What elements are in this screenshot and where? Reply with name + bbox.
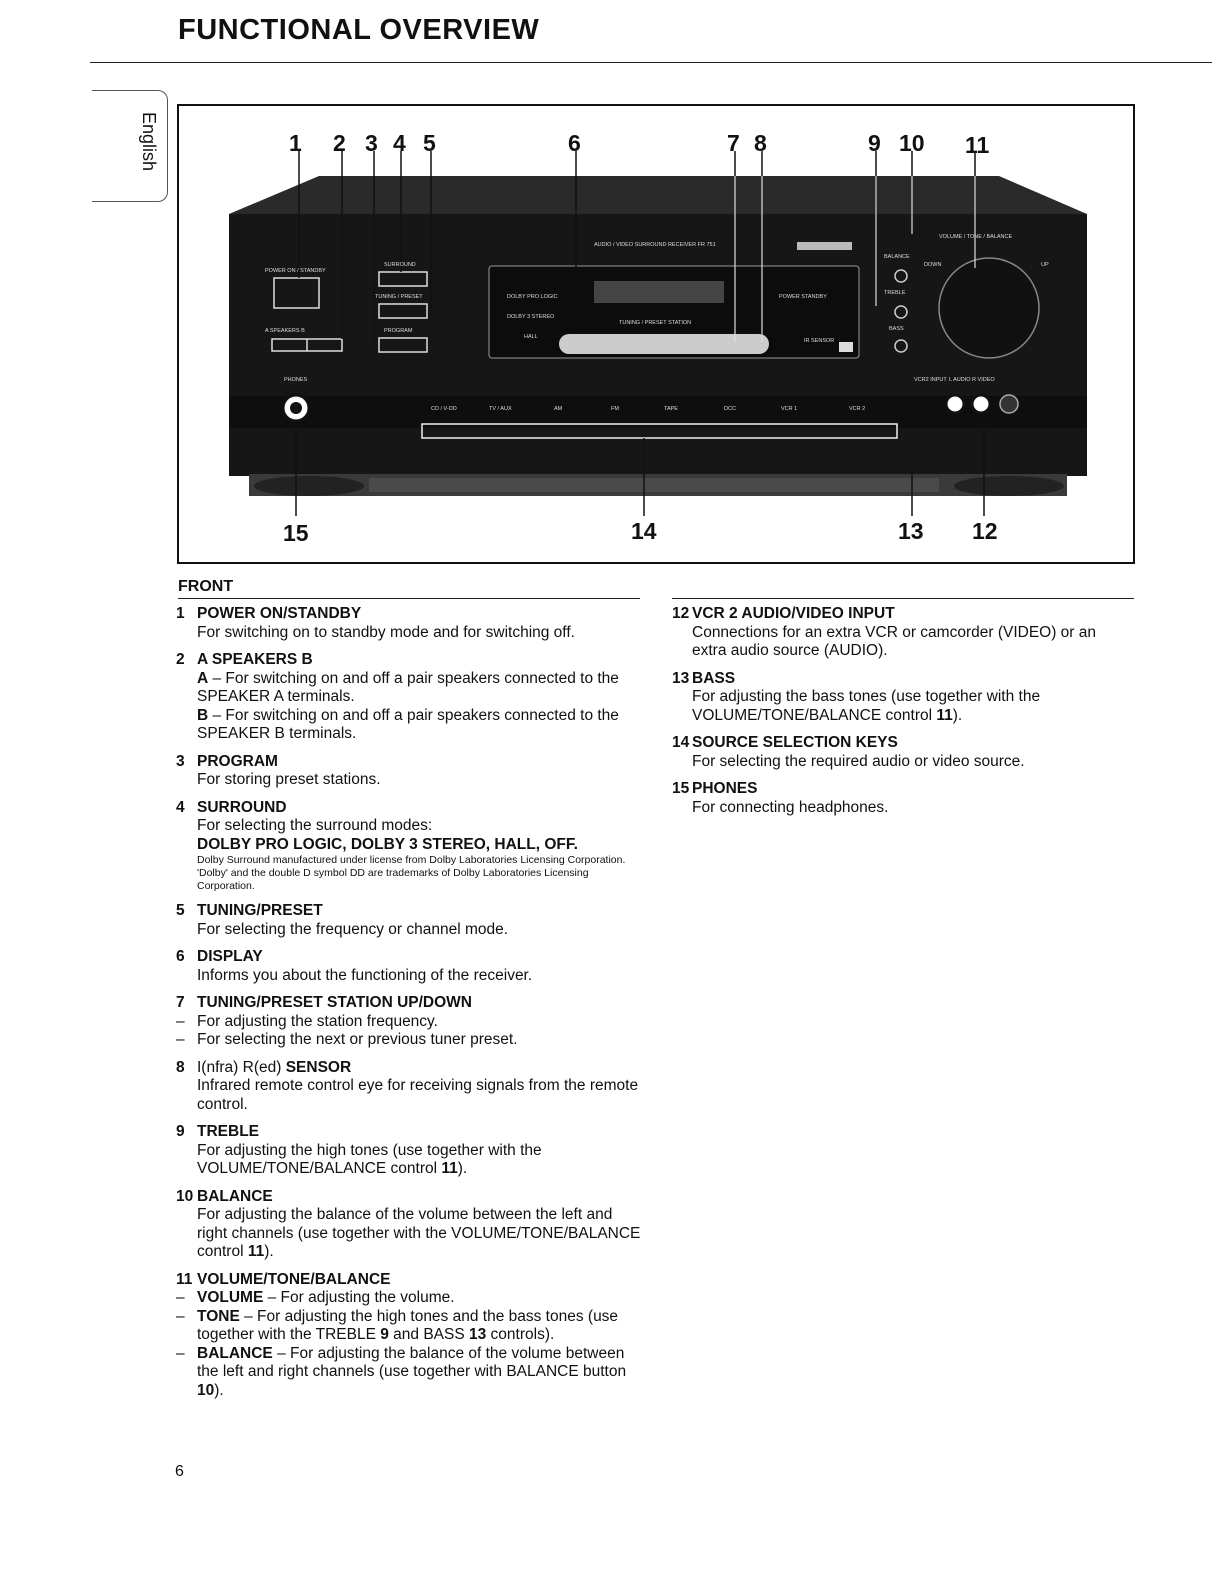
receiver-base-texture [369,478,939,492]
descriptions-right-column [672,605,1132,826]
callout-11: 11 [965,132,990,158]
source-key-tape: TAPE [664,406,678,412]
item-9 [176,1123,646,1179]
receiver-foot-right [954,476,1064,496]
label-surround: SURROUND [384,262,416,268]
label-ir-sensor: IR SENSOR [804,338,835,344]
item-number: 5 [176,902,185,919]
label-phones: PHONES [284,377,308,383]
label-vol-tone-bal: VOLUME / TONE / BALANCE [939,234,1013,240]
label-hall: HALL [524,334,538,340]
source-key-tv-aux: TV / AUX [489,406,512,412]
item-title: VCR 2 AUDIO/VIDEO INPUT [692,605,895,622]
item-text: For adjusting the bass tones (use together with the VOLUME/TONE/BALANCE control 11). [692,688,1041,724]
surround-modes: DOLBY PRO LOGIC, DOLBY 3 STEREO, HALL, OFF. [197,835,578,853]
item-title: SOURCE SELECTION KEYS [692,734,898,751]
source-key-dcc: DCC [724,406,736,412]
item-text: For selecting the surround modes: [197,817,433,834]
item-13 [672,670,1132,726]
callout-8: 8 [754,130,767,156]
item-title: SURROUND [197,798,287,816]
label-treble: TREBLE [884,290,906,296]
callout-7: 7 [727,130,740,156]
dash-line: – For adjusting the station frequency. [176,1012,438,1030]
callout-15: 15 [283,520,309,546]
item-5 [176,902,646,939]
receiver-top-surface [229,176,1087,214]
section-label-front: FRONT [178,578,234,595]
item-title: BALANCE [197,1187,273,1205]
item-number: 7 [176,994,185,1011]
page-title: FUNCTIONAL OVERVIEW [178,14,540,46]
page-number: 6 [175,1463,184,1480]
item-number: 10 [176,1187,194,1205]
item-text: Connections for an extra VCR or camcorder (VIDEO) or an extra audio source (AUDIO). [692,623,1097,659]
item-title: PROGRAM [197,752,278,770]
receiver-foot-left [254,476,364,496]
callout-5: 5 [423,130,436,156]
callout-14: 14 [631,518,657,544]
section-rule-right [672,598,1134,599]
item-text: For selecting the frequency or channel mode. [197,920,509,938]
receiver-front-figure [177,104,1135,564]
item-10 [176,1188,646,1262]
language-tab-label: English [139,112,159,172]
dash-line: – VOLUME – For adjusting the volume. [176,1289,455,1306]
label-tuning: TUNING / PRESET [375,294,423,300]
item-number: 11 [176,1270,193,1288]
vcr2-audio-r-jack [972,395,990,413]
callout-10: 10 [899,130,925,156]
item-text: For adjusting the high tones (use together with the VOLUME/TONE/BALANCE control 11). [197,1141,542,1177]
item-title: A SPEAKERS B [197,651,313,668]
item-number: 14 [672,734,690,751]
volume-tone-balance-knob [939,258,1039,358]
item-text: For switching on to standby mode and for switching off. [197,623,575,641]
callout-4: 4 [393,130,406,156]
item-title: TUNING/PRESET [197,902,323,919]
item-6 [176,948,646,985]
callout-2: 2 [333,130,346,156]
callout-3: 3 [365,130,378,156]
vcr2-audio-l-jack [946,395,964,413]
item-text: B – For switching on and off a pair speakers connected to the SPEAKER B terminals. [197,706,619,742]
source-key-am: AM [554,406,563,412]
item-15 [672,780,1132,817]
item-4 [176,799,646,894]
item-title: POWER ON/STANDBY [197,605,362,622]
section-rule-left [178,598,640,599]
item-text: A – For switching on and off a pair speakers connected to the SPEAKER A terminals. [197,669,619,705]
callout-1: 1 [289,130,302,156]
item-title: TREBLE [197,1123,259,1140]
source-key-cd: CD / V-DD [431,406,457,412]
display-segments [594,281,724,303]
label-program: PROGRAM [384,328,413,334]
item-number: 13 [672,669,690,687]
dash-line: – BALANCE – For adjusting the balance of the volume between the left and right channels (use together with BALANCE button 10). [176,1344,627,1399]
title-rule [90,62,1212,63]
item-3 [176,753,646,790]
dolby-notice: Dolby Surround manufactured under license from Dolby Laboratories Licensing Corporation. 'Dolby' and the double D symbol DD are trademarks of Dolby Laboratories Licensing Corporation. [197,854,626,892]
item-title: BASS [692,669,736,687]
label-balance: BALANCE [884,254,910,260]
label-dolby-pro: DOLBY PRO LOGIC [507,294,558,300]
dash-line: – For selecting the next or previous tuner preset. [176,1031,518,1048]
descriptions-left-column [176,605,646,1409]
item-number: 2 [176,651,185,668]
dolby-logo [797,242,852,250]
item-14 [672,734,1132,771]
ir-sensor [839,342,853,352]
label-up: UP [1041,262,1049,268]
receiver-illustration [179,106,1135,564]
item-text: Infrared remote control eye for receiving signals from the remote control. [197,1077,639,1113]
callout-6: 6 [568,130,581,156]
callout-9: 9 [868,130,881,156]
item-2 [176,651,646,744]
item-12 [672,605,1132,661]
item-number: 4 [176,798,185,816]
item-title: DISPLAY [197,948,263,965]
callout-13: 13 [898,518,924,544]
item-title: TUNING/PRESET STATION UP/DOWN [197,994,472,1011]
label-power: POWER ON / STANDBY [265,268,326,274]
source-key-fm: FM [611,406,619,412]
label-tuning-station: TUNING / PRESET STATION [619,320,692,326]
item-text: Informs you about the functioning of the receiver. [197,966,533,984]
item-8 [176,1059,646,1115]
callout-12: 12 [972,518,998,544]
item-text: For adjusting the balance of the volume between the left and right channels (use together with the VOLUME/TONE/BALANCE control 11). [197,1206,641,1260]
item-number: 15 [672,780,690,797]
item-number: 3 [176,752,185,770]
item-number: 6 [176,948,185,965]
item-text: For selecting the required audio or video source. [692,752,1025,770]
source-key-vcr2: VCR 2 [849,406,866,412]
item-11 [176,1271,646,1401]
tuning-station-buttons [559,334,769,354]
item-title: PHONES [692,780,758,797]
dash-line: – TONE – For adjusting the high tones and the bass tones (use together with the TREBLE 9 and BASS 13 controls). [176,1307,619,1343]
item-number: 1 [176,605,185,622]
item-text: For storing preset stations. [197,771,381,788]
label-down: DOWN [924,262,942,268]
item-title: I(nfra) R(ed) SENSOR [197,1058,352,1076]
label-power-standby: POWER STANDBY [779,294,827,300]
label-speakers: A SPEAKERS B [265,328,305,334]
label-bass: BASS [889,326,904,332]
item-number: 12 [672,605,690,622]
item-text: For connecting headphones. [692,798,889,816]
vcr2-video-jack [1000,395,1018,413]
item-1 [176,605,646,642]
source-key-vcr1: VCR 1 [781,406,798,412]
label-model: AUDIO / VIDEO SURROUND RECEIVER FR 751 [594,242,716,248]
item-title: VOLUME/TONE/BALANCE [197,1270,391,1288]
label-audio-video: L AUDIO R VIDEO [949,377,995,383]
item-number: 9 [176,1123,185,1140]
item-number: 8 [176,1058,185,1076]
label-vcr2-input: VCR2 INPUT [914,377,947,383]
item-7 [176,994,646,1050]
label-dolby-3: DOLBY 3 STEREO [507,314,555,320]
